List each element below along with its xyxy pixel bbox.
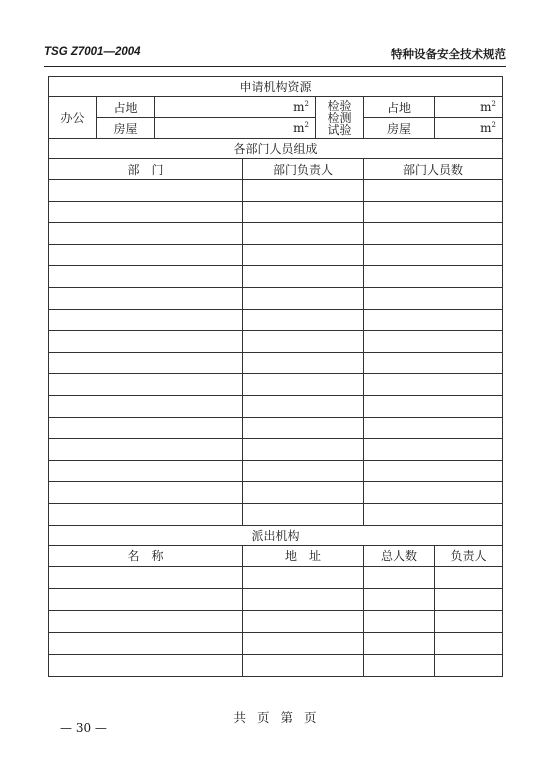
department-row: [49, 482, 503, 504]
department-staff-count-cell[interactable]: [364, 287, 503, 309]
branch-head-cell[interactable]: [435, 588, 503, 610]
branch-address-cell[interactable]: [243, 566, 364, 588]
department-name-cell[interactable]: [49, 309, 243, 331]
branches-section-title: 派出机构: [49, 525, 503, 545]
branch-row: [49, 610, 503, 632]
department-name-cell[interactable]: [49, 201, 243, 223]
department-head-cell[interactable]: [243, 503, 364, 525]
branch-total-staff-column-header: 总人数: [364, 545, 435, 566]
department-head-cell[interactable]: [243, 417, 364, 439]
inspection-building-field[interactable]: $m^2$: [435, 118, 503, 139]
department-row: [49, 180, 503, 202]
department-row: [49, 287, 503, 309]
department-head-cell[interactable]: [243, 287, 364, 309]
department-row: [49, 201, 503, 223]
inspection-area-field[interactable]: $m^2$: [435, 97, 503, 118]
branch-name-cell[interactable]: [49, 566, 243, 588]
inspection-building-label: 房屋: [364, 118, 435, 139]
department-staff-count-cell[interactable]: [364, 482, 503, 504]
department-name-cell[interactable]: [49, 223, 243, 245]
office-building-label: 房屋: [97, 118, 155, 139]
department-row: [49, 309, 503, 331]
department-head-cell[interactable]: [243, 223, 364, 245]
branch-row: [49, 588, 503, 610]
department-row: [49, 439, 503, 461]
inspection-area-label: 占地: [364, 97, 435, 118]
department-staff-count-cell[interactable]: [364, 266, 503, 288]
page-number: — 30 —: [60, 721, 107, 735]
department-name-cell[interactable]: [49, 460, 243, 482]
department-head-cell[interactable]: [243, 331, 364, 353]
department-staff-count-cell[interactable]: [364, 331, 503, 353]
branch-total-staff-cell[interactable]: [364, 632, 435, 654]
department-head-cell[interactable]: [243, 352, 364, 374]
department-name-cell[interactable]: [49, 352, 243, 374]
page-header: [44, 38, 506, 64]
department-row: [49, 395, 503, 417]
department-name-cell[interactable]: [49, 417, 243, 439]
department-name-cell[interactable]: [49, 266, 243, 288]
department-staff-count-cell[interactable]: [364, 180, 503, 202]
department-head-cell[interactable]: [243, 201, 364, 223]
department-row: [49, 244, 503, 266]
department-row: [49, 266, 503, 288]
department-name-cell[interactable]: [49, 374, 243, 396]
department-row: [49, 374, 503, 396]
current-page-unit: 页: [304, 710, 317, 725]
office-area-field[interactable]: $m^2$: [155, 97, 316, 118]
branch-name-cell[interactable]: [49, 610, 243, 632]
department-staff-count-cell[interactable]: [364, 503, 503, 525]
branch-head-cell[interactable]: [435, 610, 503, 632]
branch-address-column-header: 地 址: [243, 545, 364, 566]
office-building-field[interactable]: $m^2$: [155, 118, 316, 139]
department-staff-count-cell[interactable]: [364, 223, 503, 245]
department-staff-count-cell[interactable]: [364, 244, 503, 266]
department-head-column-header: 部门负责人: [243, 159, 364, 180]
resources-section-title: 申请机构资源: [49, 77, 503, 97]
department-head-cell[interactable]: [243, 374, 364, 396]
branch-address-cell[interactable]: [243, 632, 364, 654]
branch-total-staff-cell[interactable]: [364, 566, 435, 588]
department-staff-count-cell[interactable]: [364, 460, 503, 482]
department-staff-count-cell[interactable]: [364, 201, 503, 223]
department-staff-count-cell[interactable]: [364, 439, 503, 461]
branch-row: [49, 632, 503, 654]
department-staff-count-cell[interactable]: [364, 309, 503, 331]
department-row: [49, 503, 503, 525]
department-column-header: 部 门: [49, 159, 243, 180]
branch-head-cell[interactable]: [435, 566, 503, 588]
department-row: [49, 417, 503, 439]
branch-name-column-header: 名 称: [49, 545, 243, 566]
departments-section-title: 各部门人员组成: [49, 139, 503, 159]
department-name-cell[interactable]: [49, 244, 243, 266]
branch-total-staff-cell[interactable]: [364, 610, 435, 632]
department-name-cell[interactable]: [49, 482, 243, 504]
branch-address-cell[interactable]: [243, 654, 364, 676]
department-head-cell[interactable]: [243, 266, 364, 288]
branch-head-cell[interactable]: [435, 654, 503, 676]
current-label: 第: [280, 710, 294, 725]
department-name-cell[interactable]: [49, 503, 243, 525]
department-row: [49, 460, 503, 482]
header-rule: [44, 66, 506, 67]
branch-row: [49, 654, 503, 676]
department-staff-count-cell[interactable]: [364, 395, 503, 417]
department-head-cell[interactable]: [243, 395, 364, 417]
branch-name-cell[interactable]: [49, 654, 243, 676]
branch-name-cell[interactable]: [49, 588, 243, 610]
department-row: [49, 223, 503, 245]
standard-series-title: 特种设备安全技术规范: [391, 47, 506, 61]
department-name-cell[interactable]: [49, 439, 243, 461]
branch-name-cell[interactable]: [49, 632, 243, 654]
branch-address-cell[interactable]: [243, 610, 364, 632]
branch-row: [49, 566, 503, 588]
department-name-cell[interactable]: [49, 331, 243, 353]
total-pages-unit: 页: [256, 710, 270, 725]
inspection-label: 检验 检测 试验: [316, 97, 364, 139]
branch-address-cell[interactable]: [243, 588, 364, 610]
branch-total-staff-cell[interactable]: [364, 588, 435, 610]
department-row: [49, 352, 503, 374]
department-staff-count-cell[interactable]: [364, 352, 503, 374]
department-name-cell[interactable]: [49, 180, 243, 202]
department-name-cell[interactable]: [49, 287, 243, 309]
branch-head-column-header: 负责人: [435, 545, 503, 566]
branch-head-cell[interactable]: [435, 632, 503, 654]
total-label: 共: [233, 710, 246, 725]
department-staff-count-cell[interactable]: [364, 374, 503, 396]
department-head-cell[interactable]: [243, 244, 364, 266]
office-area-label: 占地: [97, 97, 155, 118]
department-head-cell[interactable]: [243, 309, 364, 331]
department-head-cell[interactable]: [243, 460, 364, 482]
department-staff-count-cell[interactable]: [364, 417, 503, 439]
department-staff-count-column-header: 部门人员数: [364, 159, 503, 180]
office-label: 办公: [49, 97, 97, 139]
department-head-cell[interactable]: [243, 439, 364, 461]
branch-total-staff-cell[interactable]: [364, 654, 435, 676]
department-row: [49, 331, 503, 353]
department-name-cell[interactable]: [49, 395, 243, 417]
department-head-cell[interactable]: [243, 482, 364, 504]
department-head-cell[interactable]: [243, 180, 364, 202]
application-form-table: [48, 76, 503, 677]
standard-code: TSG Z7001—2004: [44, 46, 141, 58]
